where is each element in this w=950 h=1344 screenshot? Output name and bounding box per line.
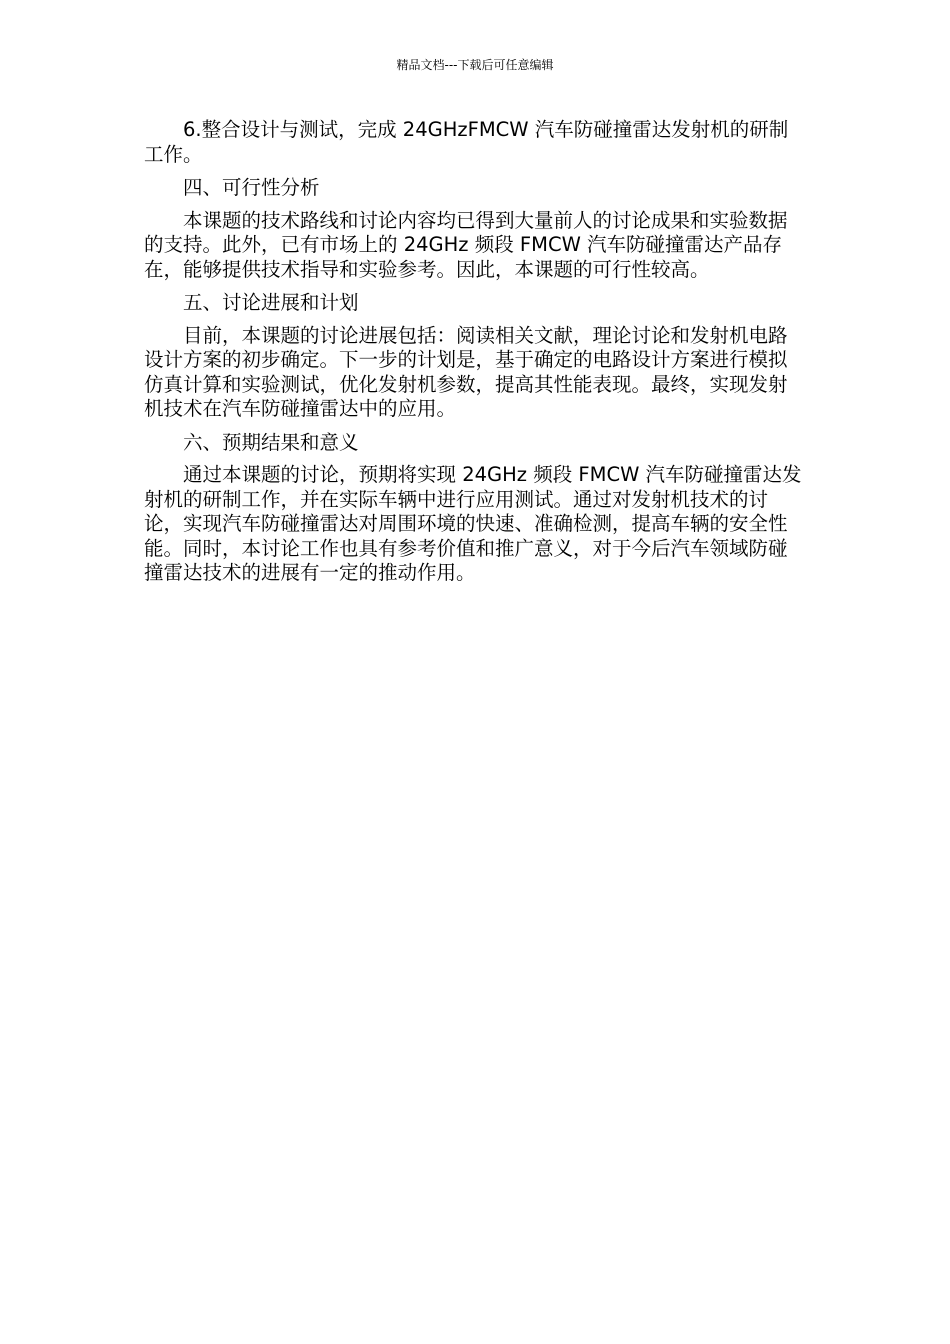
section-5-paragraph: 目前，本课题的讨论进展包括：阅读相关文献，理论讨论和发射机电路设计方案的初步确定。下一步的计划是，基于确定的电路设计方案进行模拟仿真计算和实验测试，优化发射机参数，提高其性能表现。最终，实现发射机技术在汽车防碰撞雷达中的应用。 bbox=[144, 323, 788, 420]
section-5-heading: 五、讨论进展和计划 bbox=[183, 291, 359, 314]
page-header: 精品文档---下载后可任意编辑 bbox=[396, 58, 554, 72]
section-4-paragraph: 本课题的技术路线和讨论内容均已得到大量前人的讨论成果和实验数据的支持。此外，已有市场上的 24GHz 频段 FMCW 汽车防碰撞雷达产品存在，能够提供技术指导和实验参考。因此，本课题的可行性较高。 bbox=[144, 208, 788, 281]
section-6-heading: 六、预期结果和意义 bbox=[183, 430, 359, 454]
document-body bbox=[144, 118, 806, 586]
item-6-text: 6.整合设计与测试，完成 24GHzFMCW 汽车防碰撞雷达发射机的研制工作。 bbox=[144, 118, 789, 166]
section-6-paragraph: 通过本课题的讨论，预期将实现 24GHz 频段 FMCW 汽车防碰撞雷达发射机的研制工作，并在实际车辆中进行应用测试。通过对发射机技术的讨论，实现汽车防碰撞雷达对周围环境的快速、准确检测，提高车辆的安全性能。同时，本讨论工作也具有参考价值和推广意义，对于今后汽车领域防碰撞雷达技术的进展有一定的推动作用。 bbox=[144, 463, 802, 584]
section-4-heading: 四、可行性分析 bbox=[183, 176, 320, 199]
